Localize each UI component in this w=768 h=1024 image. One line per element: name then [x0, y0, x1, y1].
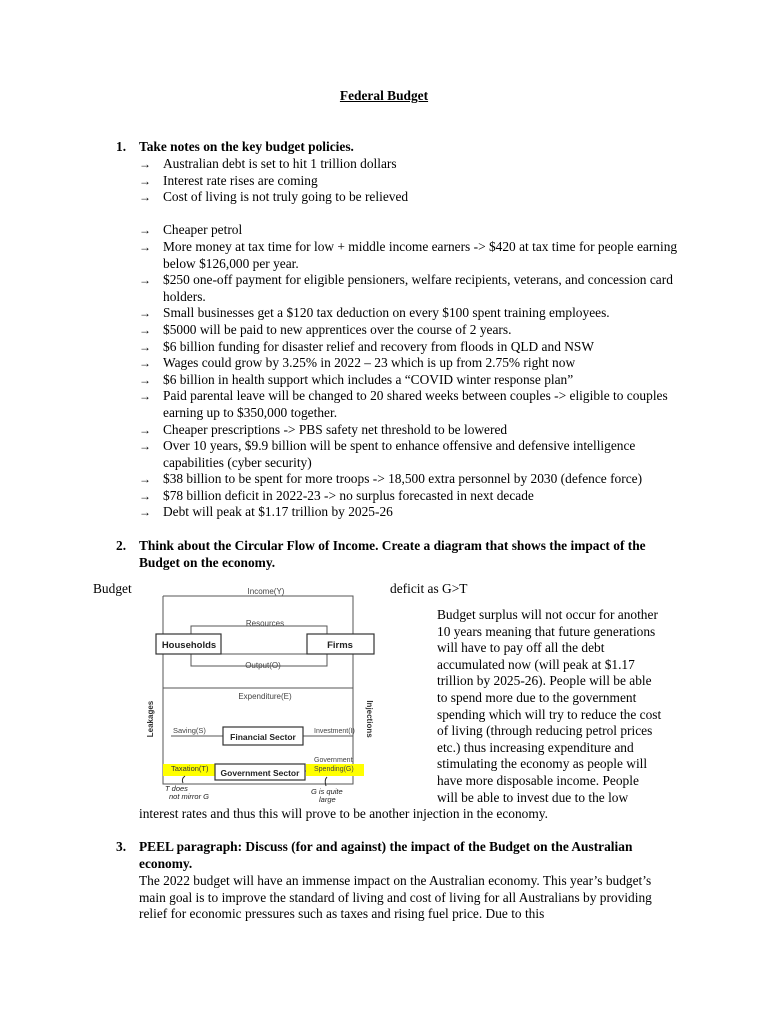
- arrow-bullet-icon: →: [139, 173, 151, 188]
- question-3-heading: PEEL paragraph: Discuss (for and against) the impact of the Budget on the Australian economy.: [139, 839, 633, 871]
- side-line: to spend more due to the government: [437, 689, 637, 705]
- question-3-number: 3.: [116, 839, 127, 854]
- list-item: → Paid parental leave will be changed to 20 shared weeks between couples -> eligible to couples earning up to $350,000 together.: [139, 388, 668, 420]
- list-item: → Small businesses get a $120 tax deduction on every $100 spent training employees.: [139, 305, 610, 321]
- side-line: will be able to invest due to the low: [437, 789, 629, 805]
- arrow-bullet-icon: →: [139, 239, 151, 254]
- list-item: → $78 billion deficit in 2022-23 -> no surplus forecasted in next decade: [139, 487, 534, 503]
- note-g-line-2: large: [319, 795, 336, 804]
- list-item: → $6 billion in health support which includes a “COVID winter response plan”: [139, 371, 574, 387]
- question-2-number: 2.: [116, 538, 127, 553]
- list-item: → Australian debt is set to hit 1 trillion dollars: [139, 156, 397, 171]
- arrow-bullet-icon: →: [139, 273, 151, 288]
- households-label: Households: [161, 640, 217, 651]
- arrow-bullet-icon: →: [139, 439, 151, 454]
- list-spacer: [139, 206, 679, 223]
- output-label: Output(O): [245, 661, 281, 670]
- list-item: → $6 billion funding for disaster relief and recovery from floods in QLD and NSW: [139, 338, 594, 354]
- list-item: → $250 one-off payment for eligible pensioners, welfare recipients, veterans, and concession card holders.: [139, 272, 673, 304]
- list-item: → Interest rate rises are coming: [139, 172, 318, 188]
- arrow-bullet-icon: →: [139, 223, 151, 238]
- income-label: Income(Y): [247, 587, 285, 596]
- note-arrow-g-icon: [325, 777, 327, 786]
- note-t-line-1: T does: [165, 784, 188, 793]
- budget-side-paragraph: [437, 607, 687, 806]
- saving-label: Saving(S): [173, 726, 206, 735]
- question-2-heading: Think about the Circular Flow of Income. Create a diagram that shows the impact of the Budget on the economy.: [139, 538, 646, 570]
- investment-label: Investment(I): [314, 728, 355, 735]
- arrow-bullet-icon: →: [139, 306, 151, 321]
- list-item: → Cost of living is not truly going to be relieved: [139, 189, 409, 205]
- government-sector-label: Government Sector: [220, 768, 300, 778]
- arrow-bullet-icon: →: [139, 157, 151, 171]
- arrow-bullet-icon: →: [139, 190, 151, 205]
- page-title: Federal Budget: [339, 88, 429, 103]
- government-spending-label-1: Government: [314, 757, 353, 764]
- side-line: will have to pay off all the debt: [437, 640, 605, 656]
- leakages-label: Leakages: [146, 700, 155, 738]
- list-item: → Debt will peak at $1.17 trillion by 2025-26: [139, 504, 393, 520]
- side-line: Budget surplus will not occur for another: [437, 607, 658, 622]
- resources-label: Resources: [245, 619, 285, 628]
- arrow-bullet-icon: →: [139, 422, 151, 437]
- firms-label: Firms: [327, 640, 353, 651]
- list-item: → $38 billion to be spent for more troops -> 18,500 extra personnel by 2030 (defence force): [139, 471, 643, 487]
- injections-label: Injections: [365, 700, 374, 738]
- arrow-bullet-icon: →: [139, 339, 151, 354]
- side-line: etc.) thus increasing expenditure and: [437, 739, 634, 755]
- arrow-bullet-icon: →: [139, 488, 151, 503]
- arrow-bullet-icon: →: [139, 372, 151, 387]
- side-line: accumulated now (will peak at $1.17: [437, 656, 635, 672]
- side-line: have more disposable income. People: [437, 772, 639, 788]
- side-line: spending which will try to reduce the cost: [437, 706, 662, 722]
- arrow-bullet-icon: →: [139, 505, 151, 520]
- arrow-bullet-icon: →: [139, 472, 151, 487]
- note-g-line-1: G is quite: [311, 787, 343, 796]
- side-line: trillion by 2025-26). People will be able: [437, 673, 652, 689]
- note-t-line-2: not mirror G: [169, 792, 210, 801]
- list-item: → Cheaper prescriptions -> PBS safety net threshold to be lowered: [139, 421, 508, 437]
- list-item: → Cheaper petrol: [139, 222, 243, 238]
- side-line: 10 years meaning that future generations: [437, 623, 656, 639]
- q1-bullet-list: [139, 156, 679, 521]
- expenditure-label: Expenditure(E): [238, 692, 292, 701]
- budget-paragraph-continuation: interest rates and thus this will prove to be another injection in the economy.: [139, 806, 548, 821]
- government-spending-label-2: Spending(G): [314, 766, 354, 773]
- circular-flow-diagram: [143, 582, 375, 804]
- side-line: stimulating the economy as people will: [437, 756, 648, 772]
- taxation-label: Taxation(T): [171, 764, 209, 773]
- arrow-bullet-icon: →: [139, 356, 151, 371]
- list-item: → Wages could grow by 3.25% in 2022 – 23 which is up from 2.75% right now: [139, 355, 576, 371]
- budget-word: Budget: [93, 581, 132, 596]
- peel-paragraph: The 2022 budget will have an immense impact on the Australian economy. This year’s budget’s main goal is to improve the standard of living and cost of living for all Australians by providing relief for economic pressures such as taxes and rising fuel price. Due to this: [139, 873, 652, 922]
- arrow-bullet-icon: →: [139, 322, 151, 337]
- list-item: → Over 10 years, $9.9 billion will be spent to enhance offensive and defensive intelligence capabilities (cyber security): [139, 438, 636, 470]
- arrow-bullet-icon: →: [139, 389, 151, 404]
- financial-sector-label: Financial Sector: [230, 732, 296, 742]
- question-1-number: 1.: [116, 139, 127, 154]
- side-line: of living (through reducing petrol prices: [437, 723, 653, 739]
- list-item: → More money at tax time for low + middle income earners -> $420 at tax time for people earning below $126,000 per year.: [139, 238, 678, 271]
- question-1-heading: Take notes on the key budget policies.: [139, 139, 354, 154]
- list-item: → $5000 will be paid to new apprentices over the course of 2 years.: [139, 321, 512, 337]
- note-arrow-t-icon: [182, 776, 185, 783]
- deficit-text: deficit as G>T: [390, 581, 468, 596]
